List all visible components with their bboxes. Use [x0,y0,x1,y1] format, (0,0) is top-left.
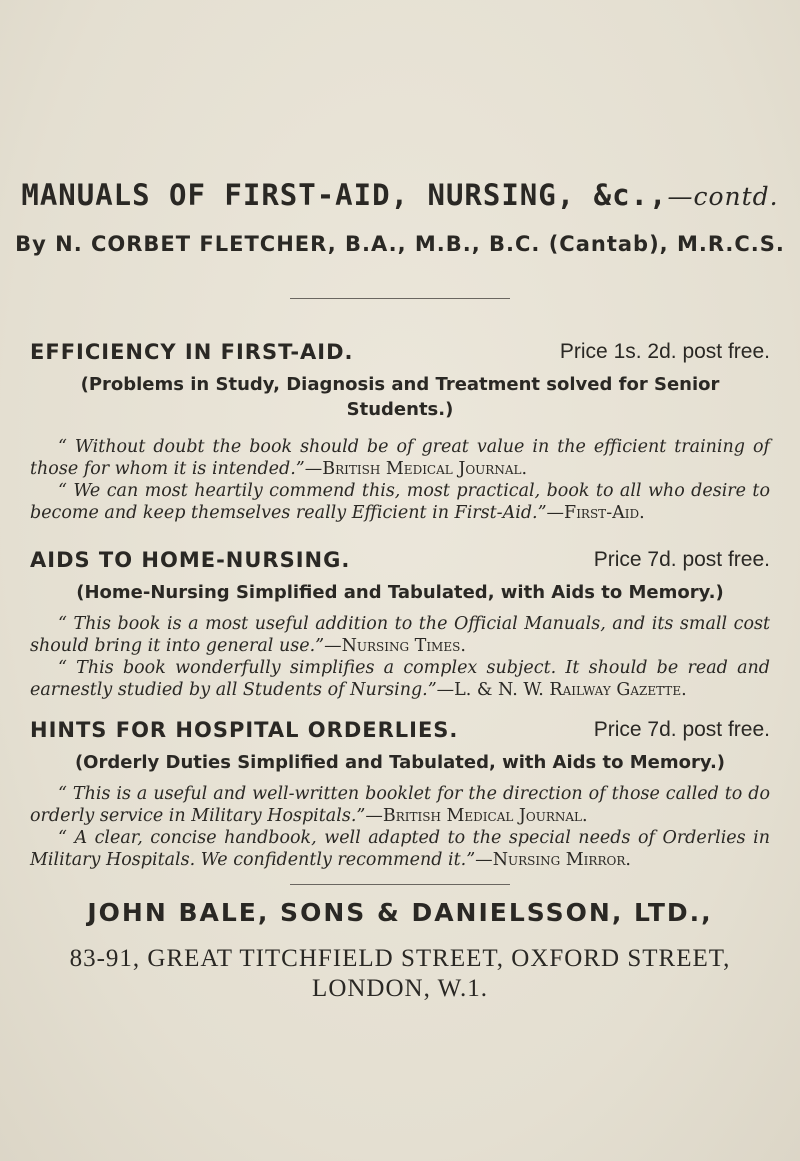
review-text: “ A clear, concise handbook, well adapted to the special needs of Orderlies in Military Hospitals. We confidently recommend it.”— [30,828,770,870]
review-quote [30,480,770,524]
publisher-address [0,944,800,1004]
divider [290,884,510,885]
section-subtitle: (Home-Nursing Simplified and Tabulated, with Aids to Memory.) [76,582,724,603]
review-text: “ This book wonderfully simplifies a complex subject. It should be read and earnestly studied by all Students of Nursing.”— [30,658,770,700]
review-source: L. & N. W. Railway Gazette. [454,680,687,700]
address-line-1: 83-91, GREAT TITCHFIELD STREET, OXFORD STREET, [69,945,731,972]
review-source: British Medical Journal. [322,459,528,479]
author-line: By N. CORBET FLETCHER, B.A., M.B., B.C. (Cantab), M.R.C.S. [15,232,785,256]
review-quote [30,783,770,827]
address-line-2: LONDON, W.1. [312,975,488,1002]
header-contd: —contd. [667,182,779,211]
divider [290,298,510,299]
review-source: British Medical Journal. [382,806,588,826]
review-quote [30,436,770,480]
price-label: Price 7d. post free. [593,718,770,741]
review-source: Nursing Mirror. [492,850,631,870]
publisher-name: JOHN BALE, SONS & DANIELSSON, LTD., [87,898,713,927]
review-source: First-Aid. [564,503,645,523]
page-header [0,178,800,212]
section-subtitle: (Orderly Duties Simplified and Tabulated, with Aids to Memory.) [74,752,726,773]
review-text: “ We can most heartily commend this, most practical, book to all who desire to become and keep themselves really Efficient in First-Aid.”— [30,481,770,523]
price-label: Price 1s. 2d. post free. [559,340,770,363]
section-efficiency [30,340,770,524]
section-title: EFFICIENCY IN FIRST-AID. [30,340,354,364]
review-text: “ This book is a most useful addition to the Official Manuals, and its small cost should bring it into general use.”— [30,614,770,656]
review-text: “ This is a useful and well-written booklet for the direction of those called to do orderly service in Military Hospitals.”— [30,784,770,826]
section-hospital-orderlies [30,718,770,871]
section-home-nursing [30,548,770,701]
review-source: Nursing Times. [341,636,466,656]
review-text: “ Without doubt the book should be of great value in the efficient training of those for whom it is intended.”— [30,437,770,479]
header-title: MANUALS OF FIRST-AID, NURSING, &c., [21,178,668,212]
review-quote [30,827,770,871]
section-title: AIDS TO HOME-NURSING. [30,548,351,572]
section-title: HINTS FOR HOSPITAL ORDERLIES. [30,718,459,742]
section-subtitle: (Problems in Study, Diagnosis and Treatment solved for Senior Students.) [80,374,720,420]
price-label: Price 7d. post free. [593,548,770,571]
review-quote [30,657,770,701]
review-quote [30,613,770,657]
